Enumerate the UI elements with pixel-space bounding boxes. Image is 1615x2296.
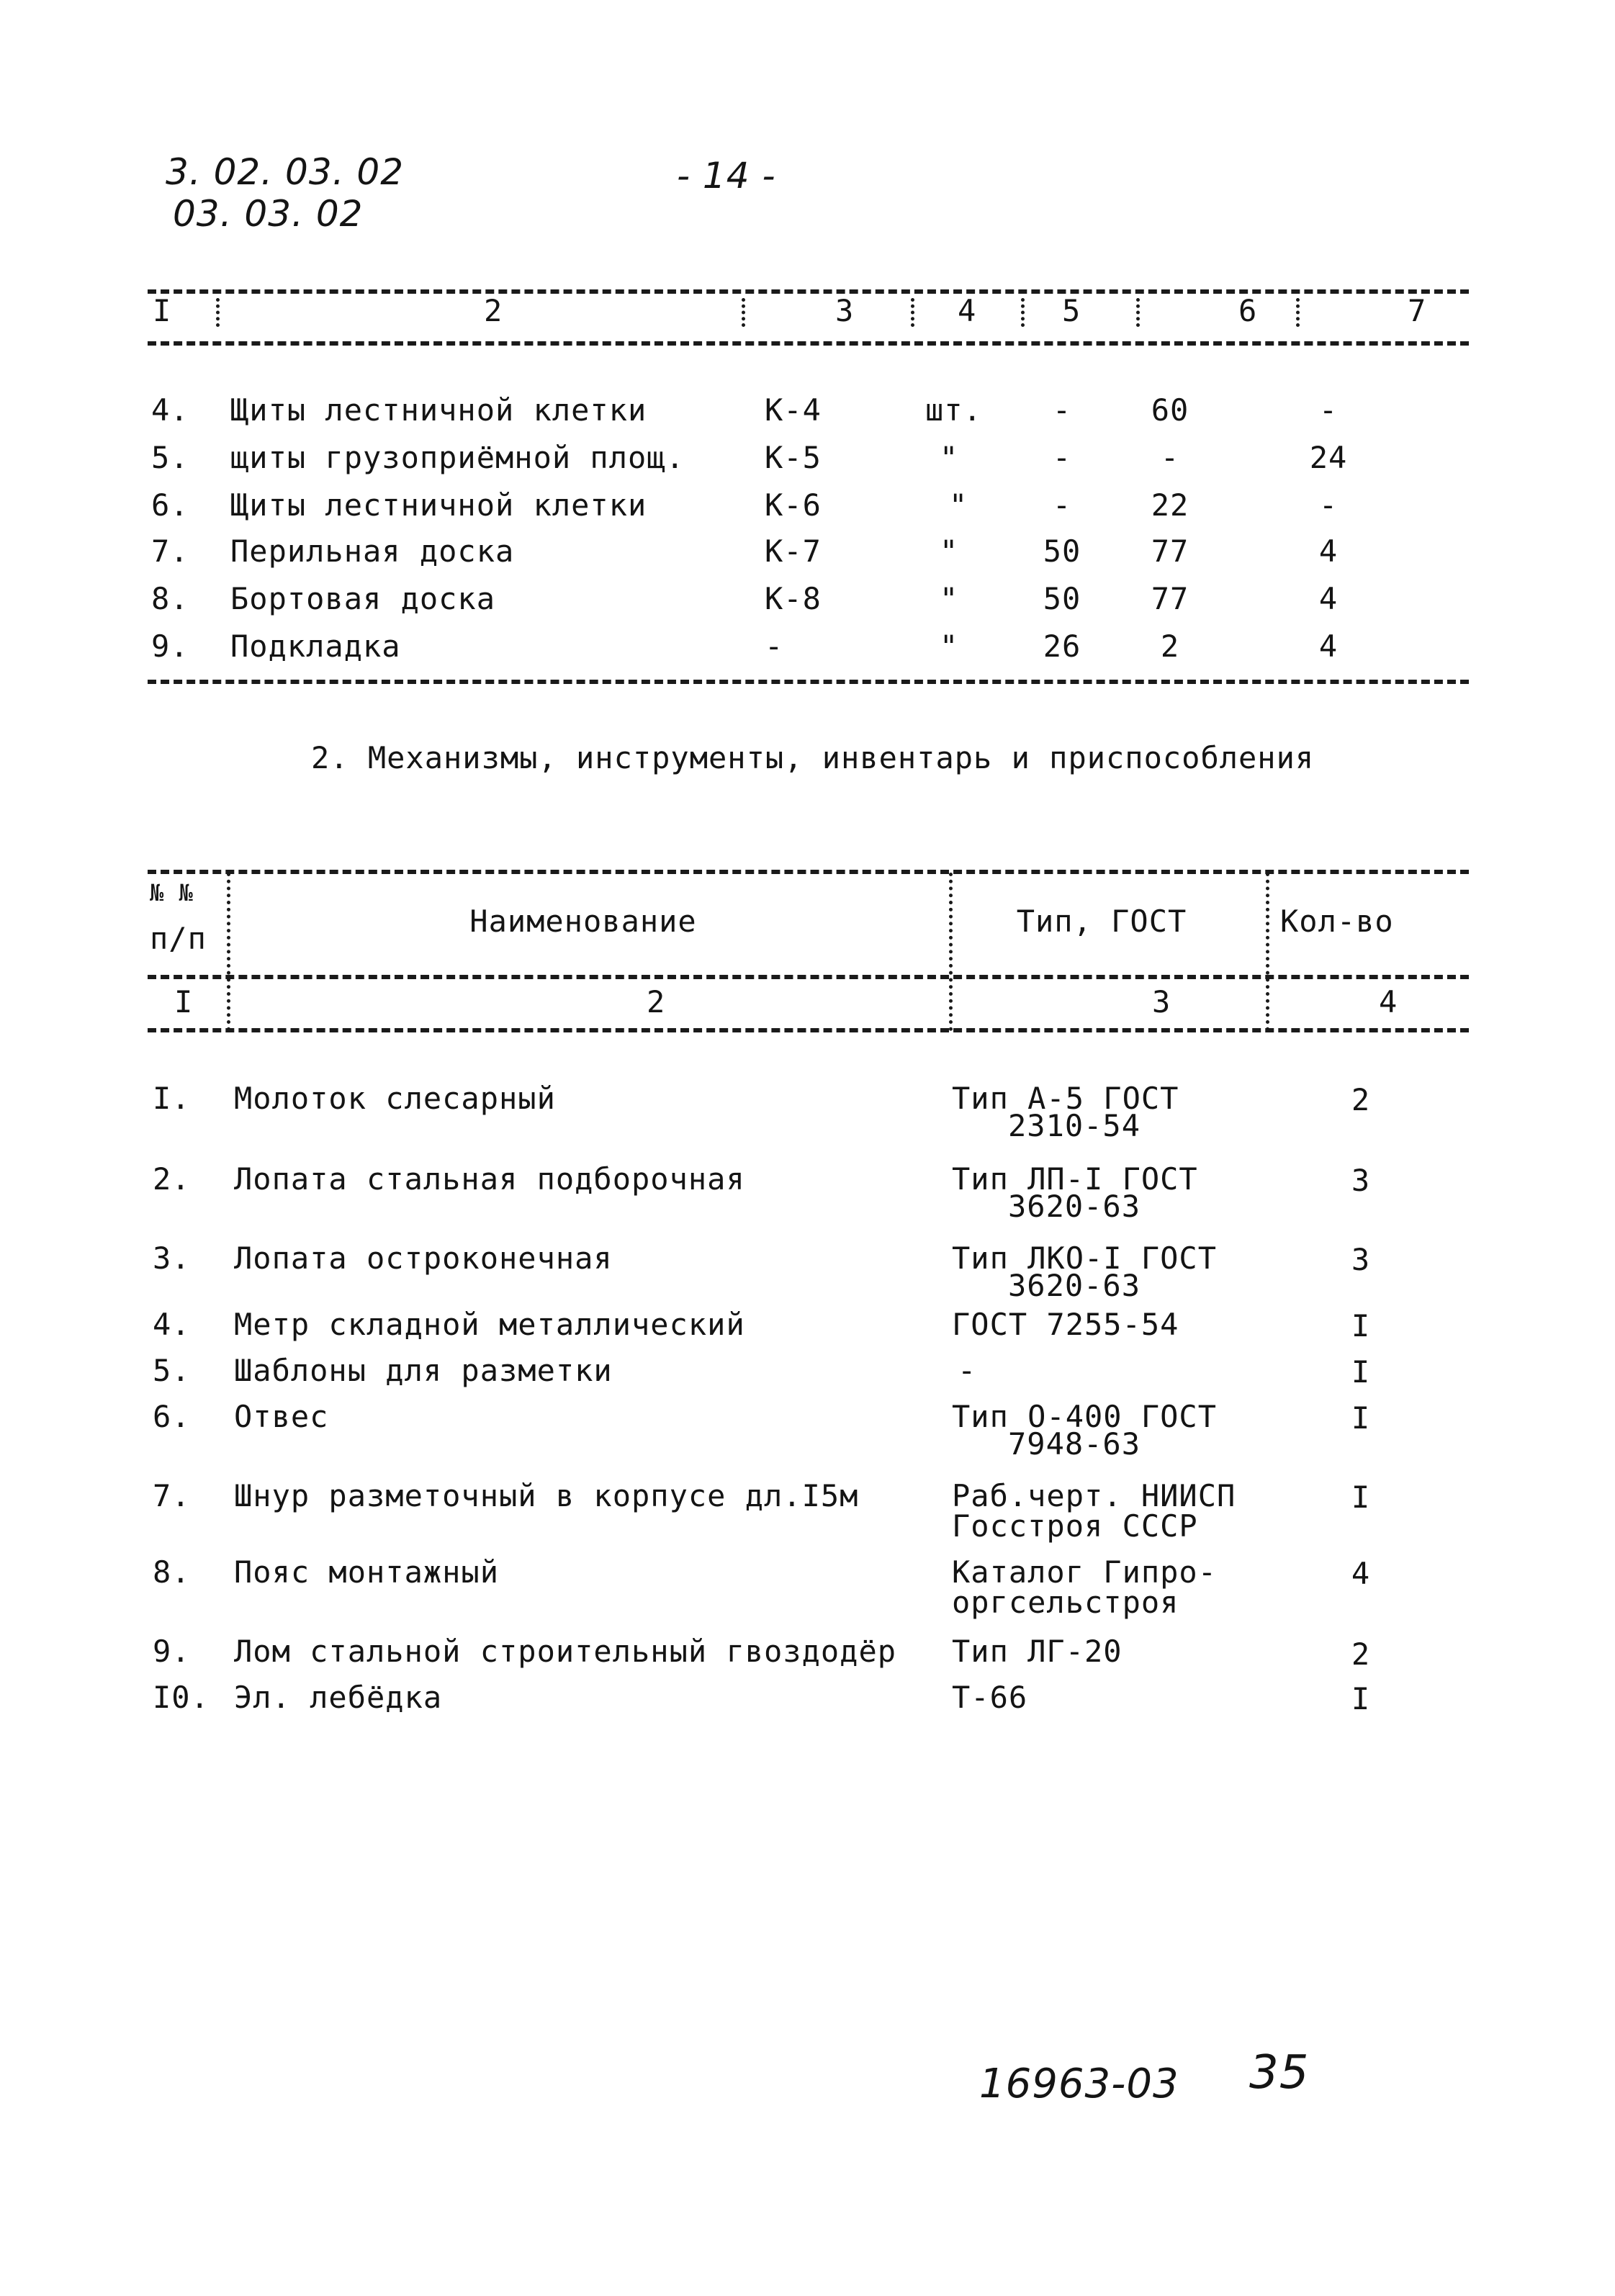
header-type-gost: Тип, ГОСТ <box>1016 904 1187 939</box>
col6-value: 60 <box>1151 392 1189 428</box>
col7-value: - <box>1318 487 1339 523</box>
table1-separator <box>216 298 220 327</box>
item-type-line1: Тип ЛКО-I ГОСТ <box>952 1241 1218 1276</box>
row-number: 2. <box>153 1161 191 1197</box>
row-number: 5. <box>151 440 189 475</box>
table2-colnum-2: 2 <box>647 984 666 1019</box>
item-name: Лом стальной строительный гвоздодёр <box>234 1634 897 1669</box>
header-name: Наименование <box>469 904 697 939</box>
document-code-line2: 03. 03. 02 <box>173 193 364 235</box>
item-name: Метр складной металлический <box>234 1307 745 1342</box>
item-type-line2: Госстроя СССР <box>952 1508 1198 1544</box>
col7-value: 24 <box>1309 440 1348 475</box>
item-type-line2: 2310-54 <box>1008 1108 1141 1143</box>
col6-value: 77 <box>1151 581 1189 616</box>
row-number: 4. <box>151 392 189 428</box>
item-name: Молоток слесарный <box>234 1081 556 1116</box>
col5-value: 50 <box>1043 581 1081 616</box>
table1-colnum-2: 2 <box>484 293 503 328</box>
table1-colnum-3: 3 <box>835 293 855 328</box>
item-type-line1: - <box>958 1353 977 1388</box>
item-unit: " <box>949 487 968 523</box>
table2-column-divider <box>949 873 953 1031</box>
item-name: Отвес <box>234 1399 329 1434</box>
item-quantity: 2 <box>1351 1082 1371 1117</box>
item-name: Шнур разметочный в корпусе дл.I5м <box>234 1478 859 1513</box>
item-name: Пояс монтажный <box>234 1554 500 1590</box>
col5-value: - <box>1052 440 1072 475</box>
col5-value: 50 <box>1043 534 1081 569</box>
table2-column-divider <box>227 873 230 1031</box>
item-unit: " <box>940 581 959 616</box>
col7-value: 4 <box>1318 629 1339 664</box>
item-name: Перильная доска <box>230 534 515 569</box>
item-mark: - <box>765 629 784 664</box>
col7-value: 4 <box>1318 534 1339 569</box>
row-number: 9. <box>153 1634 191 1669</box>
item-quantity: 3 <box>1351 1242 1371 1277</box>
item-name: Подкладка <box>230 629 401 664</box>
item-type-line1: Тип ЛГ-20 <box>952 1634 1123 1669</box>
table2-top-rule <box>148 870 1469 874</box>
sheet-number: 35 <box>1249 2046 1310 2099</box>
table1-top-rule <box>148 289 1469 294</box>
item-name: Лопата стальная подборочная <box>234 1161 745 1197</box>
table1-separator <box>911 298 914 327</box>
header-number-line2: п/п <box>150 921 207 956</box>
item-type-line1: ГОСТ 7255-54 <box>952 1307 1179 1342</box>
item-mark: К-4 <box>765 392 822 428</box>
row-number: 7. <box>153 1478 191 1513</box>
item-quantity: 2 <box>1351 1637 1371 1672</box>
item-quantity: I <box>1351 1354 1371 1390</box>
document-code-line1: 3. 02. 03. 02 <box>166 151 405 193</box>
row-number: 6. <box>151 487 189 523</box>
item-type-line2: 3620-63 <box>1008 1189 1141 1224</box>
item-type-line1: Тип О-400 ГОСТ <box>952 1399 1218 1434</box>
row-number: 8. <box>151 581 189 616</box>
table1-header-rule <box>148 341 1469 346</box>
item-quantity: I <box>1351 1308 1371 1343</box>
table2-colnum-4: 4 <box>1379 984 1398 1019</box>
page-number: - 14 - <box>677 155 776 197</box>
item-type-line1: Тип А-5 ГОСТ <box>952 1081 1179 1116</box>
item-mark: К-6 <box>765 487 822 523</box>
table2-header-rule <box>148 975 1469 979</box>
col6-value: - <box>1160 440 1180 475</box>
section-title: 2. Механизмы, инструменты, инвентарь и приспособления <box>311 740 1315 775</box>
col6-value: 2 <box>1160 629 1180 664</box>
item-type-line1: Каталог Гипро- <box>952 1554 1218 1590</box>
table1-colnum-6: 6 <box>1238 293 1258 328</box>
table1-colnum-7: 7 <box>1408 293 1427 328</box>
col5-value: 26 <box>1043 629 1081 664</box>
table1-bottom-rule <box>148 680 1469 684</box>
item-name: Шаблоны для разметки <box>234 1353 613 1388</box>
item-name: Лопата остроконечная <box>234 1241 613 1276</box>
table2-colnum-rule <box>148 1028 1469 1032</box>
row-number: 9. <box>151 629 189 664</box>
item-name: Щиты лестничной клетки <box>230 487 647 523</box>
item-quantity: I <box>1351 1400 1371 1436</box>
row-number: 3. <box>153 1241 191 1276</box>
row-number: 7. <box>151 534 189 569</box>
item-quantity: I <box>1351 1480 1371 1515</box>
item-mark: К-8 <box>765 581 822 616</box>
table2-colnum-3: 3 <box>1152 984 1171 1019</box>
item-type-line1: Раб.черт. НИИСП <box>952 1478 1236 1513</box>
item-unit: " <box>940 629 959 664</box>
item-type-line2: оргсельстроя <box>952 1585 1179 1620</box>
row-number: I. <box>153 1081 191 1116</box>
item-name: Щиты лестничной клетки <box>230 392 647 428</box>
item-mark: К-5 <box>765 440 822 475</box>
row-number: 5. <box>153 1353 191 1388</box>
item-name: Эл. лебёдка <box>234 1680 443 1715</box>
item-type-line2: 7948-63 <box>1008 1426 1141 1462</box>
col7-value: 4 <box>1318 581 1339 616</box>
item-mark: К-7 <box>765 534 822 569</box>
document-number: 16963-03 <box>979 2061 1179 2107</box>
item-quantity: 4 <box>1351 1556 1371 1591</box>
item-quantity: I <box>1351 1681 1371 1716</box>
table1-colnum-4: 4 <box>958 293 977 328</box>
item-unit: " <box>940 440 959 475</box>
col6-value: 77 <box>1151 534 1189 569</box>
row-number: 4. <box>153 1307 191 1342</box>
item-type-line1: Т-66 <box>952 1680 1028 1715</box>
col6-value: 22 <box>1151 487 1189 523</box>
table2-column-divider <box>1266 873 1269 1031</box>
item-unit: " <box>940 534 959 569</box>
item-name: Бортовая доска <box>230 581 496 616</box>
table1-separator <box>1296 298 1300 327</box>
row-number: I0. <box>153 1680 210 1715</box>
item-type-line1: Тип ЛП-I ГОСТ <box>952 1161 1198 1197</box>
item-name: щиты грузоприёмной площ. <box>230 440 685 475</box>
table1-separator <box>1136 298 1140 327</box>
col7-value: - <box>1318 392 1339 428</box>
col5-value: - <box>1052 487 1072 523</box>
header-quantity: Кол-во <box>1280 904 1394 939</box>
table2-colnum-1: I <box>174 984 194 1019</box>
header-number-line1: № № <box>150 879 194 906</box>
table1-separator <box>742 298 745 327</box>
item-unit: шт. <box>925 392 982 428</box>
col5-value: - <box>1052 392 1072 428</box>
item-quantity: 3 <box>1351 1163 1371 1198</box>
table1-colnum-5: 5 <box>1062 293 1081 328</box>
row-number: 6. <box>153 1399 191 1434</box>
row-number: 8. <box>153 1554 191 1590</box>
item-type-line2: 3620-63 <box>1008 1268 1141 1303</box>
table1-separator <box>1021 298 1025 327</box>
table1-colnum-1: I <box>153 293 172 328</box>
